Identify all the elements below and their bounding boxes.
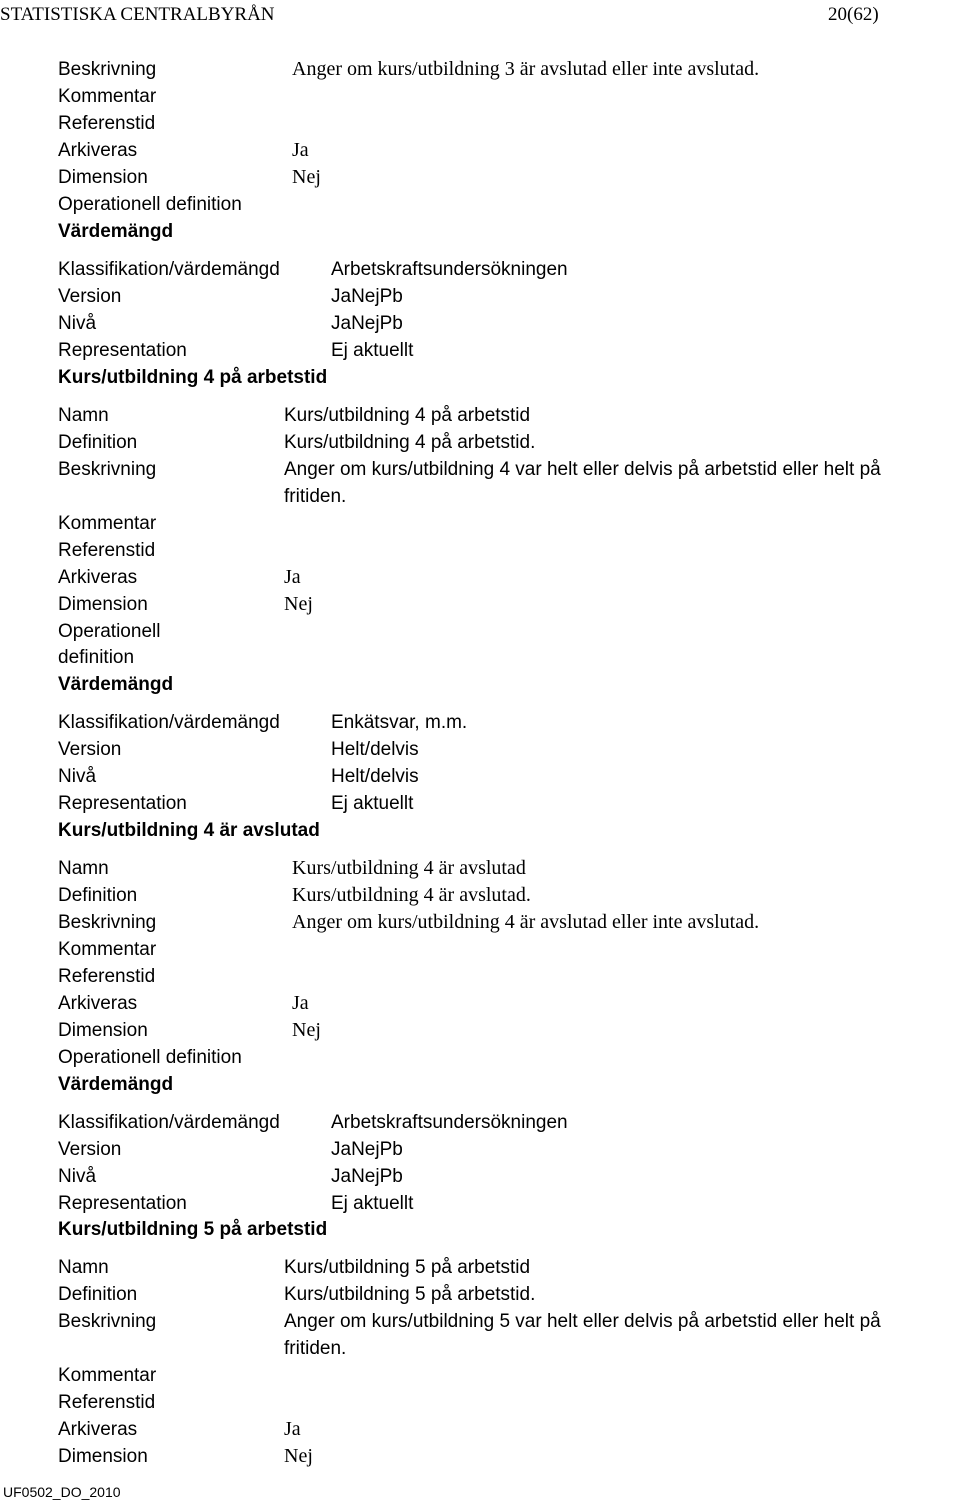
label-definition-word: definition	[58, 647, 135, 668]
value-version: Helt/delvis	[331, 739, 419, 760]
value-nej: Nej	[284, 1445, 313, 1467]
page-number: 20(62)	[828, 4, 879, 25]
label-vardemangd: Värdemängd	[58, 674, 174, 695]
label-namn: Namn	[58, 405, 109, 426]
label-dimension: Dimension	[58, 167, 148, 188]
label-klassifikation: Klassifikation/värdemängd	[58, 1112, 280, 1133]
value-beskrivning: Anger om kurs/utbildning 3 är avslutad eller inte avslutad.	[292, 58, 760, 80]
label-niva: Nivå	[58, 313, 97, 334]
label-kommentar: Kommentar	[58, 513, 157, 534]
label-operationell: Operationell	[58, 621, 161, 642]
label-referenstid: Referenstid	[58, 966, 156, 987]
value-definition: Kurs/utbildning 4 är avslutad.	[292, 884, 531, 906]
label-kommentar: Kommentar	[58, 939, 157, 960]
value-representation: Ej aktuellt	[331, 793, 414, 814]
label-representation: Representation	[58, 340, 187, 361]
value-beskrivning-cont: fritiden.	[284, 486, 347, 507]
section-title: Kurs/utbildning 4 är avslutad	[58, 820, 320, 841]
label-representation: Representation	[58, 793, 187, 814]
page-header-title: STATISTISKA CENTRALBYRÅN	[0, 4, 275, 25]
label-kommentar: Kommentar	[58, 1365, 157, 1386]
value-nej: Nej	[292, 166, 321, 188]
label-beskrivning: Beskrivning	[58, 59, 157, 80]
label-klassifikation: Klassifikation/värdemängd	[58, 259, 280, 280]
value-niva: Helt/delvis	[331, 766, 419, 787]
label-klassifikation: Klassifikation/värdemängd	[58, 712, 280, 733]
value-representation: Ej aktuellt	[331, 340, 414, 361]
label-version: Version	[58, 1139, 122, 1160]
value-klassifikation: Enkätsvar, m.m.	[331, 712, 468, 733]
value-definition: Kurs/utbildning 5 på arbetstid.	[284, 1284, 536, 1305]
label-referenstid: Referenstid	[58, 1392, 156, 1413]
value-ja: Ja	[292, 992, 309, 1014]
value-version: JaNejPb	[331, 1139, 403, 1160]
value-namn: Kurs/utbildning 4 är avslutad	[292, 857, 526, 879]
label-vardemangd: Värdemängd	[58, 221, 174, 242]
section-title: Kurs/utbildning 5 på arbetstid	[58, 1219, 328, 1240]
value-nej: Nej	[284, 593, 313, 615]
label-dimension: Dimension	[58, 1446, 148, 1467]
label-namn: Namn	[58, 858, 109, 879]
label-arkiveras: Arkiveras	[58, 140, 138, 161]
label-namn: Namn	[58, 1257, 109, 1278]
value-version: JaNejPb	[331, 286, 403, 307]
value-nej: Nej	[292, 1019, 321, 1041]
value-ja: Ja	[284, 1418, 301, 1440]
value-beskrivning: Anger om kurs/utbildning 4 är avslutad eller inte avslutad.	[292, 911, 760, 933]
value-beskrivning: Anger om kurs/utbildning 5 var helt eller delvis på arbetstid eller helt på	[284, 1311, 881, 1332]
value-definition: Kurs/utbildning 4 på arbetstid.	[284, 432, 536, 453]
value-niva: JaNejPb	[331, 1166, 403, 1187]
section-title: Kurs/utbildning 4 på arbetstid	[58, 367, 328, 388]
label-definition: Definition	[58, 432, 138, 453]
value-niva: JaNejPb	[331, 313, 403, 334]
label-arkiveras: Arkiveras	[58, 993, 138, 1014]
value-ja: Ja	[292, 139, 309, 161]
label-vardemangd: Värdemängd	[58, 1074, 174, 1095]
label-operationell-definition: Operationell definition	[58, 1047, 242, 1068]
label-referenstid: Referenstid	[58, 540, 156, 561]
value-representation: Ej aktuellt	[331, 1193, 414, 1214]
label-version: Version	[58, 286, 122, 307]
label-definition: Definition	[58, 885, 138, 906]
label-niva: Nivå	[58, 1166, 97, 1187]
label-dimension: Dimension	[58, 594, 148, 615]
label-dimension: Dimension	[58, 1020, 148, 1041]
value-klassifikation: Arbetskraftsundersökningen	[331, 1112, 568, 1133]
label-representation: Representation	[58, 1193, 187, 1214]
value-beskrivning-cont: fritiden.	[284, 1338, 347, 1359]
label-version: Version	[58, 739, 122, 760]
footer-code: UF0502_DO_2010	[3, 1484, 121, 1500]
value-namn: Kurs/utbildning 5 på arbetstid	[284, 1257, 531, 1278]
value-klassifikation: Arbetskraftsundersökningen	[331, 259, 568, 280]
label-arkiveras: Arkiveras	[58, 567, 138, 588]
label-operationell-definition: Operationell definition	[58, 194, 242, 215]
value-beskrivning: Anger om kurs/utbildning 4 var helt eller delvis på arbetstid eller helt på	[284, 459, 881, 480]
label-beskrivning: Beskrivning	[58, 912, 157, 933]
label-referenstid: Referenstid	[58, 113, 156, 134]
label-definition: Definition	[58, 1284, 138, 1305]
label-niva: Nivå	[58, 766, 97, 787]
label-beskrivning: Beskrivning	[58, 1311, 157, 1332]
label-arkiveras: Arkiveras	[58, 1419, 138, 1440]
label-beskrivning: Beskrivning	[58, 459, 157, 480]
value-namn: Kurs/utbildning 4 på arbetstid	[284, 405, 531, 426]
label-kommentar: Kommentar	[58, 86, 157, 107]
value-ja: Ja	[284, 566, 301, 588]
